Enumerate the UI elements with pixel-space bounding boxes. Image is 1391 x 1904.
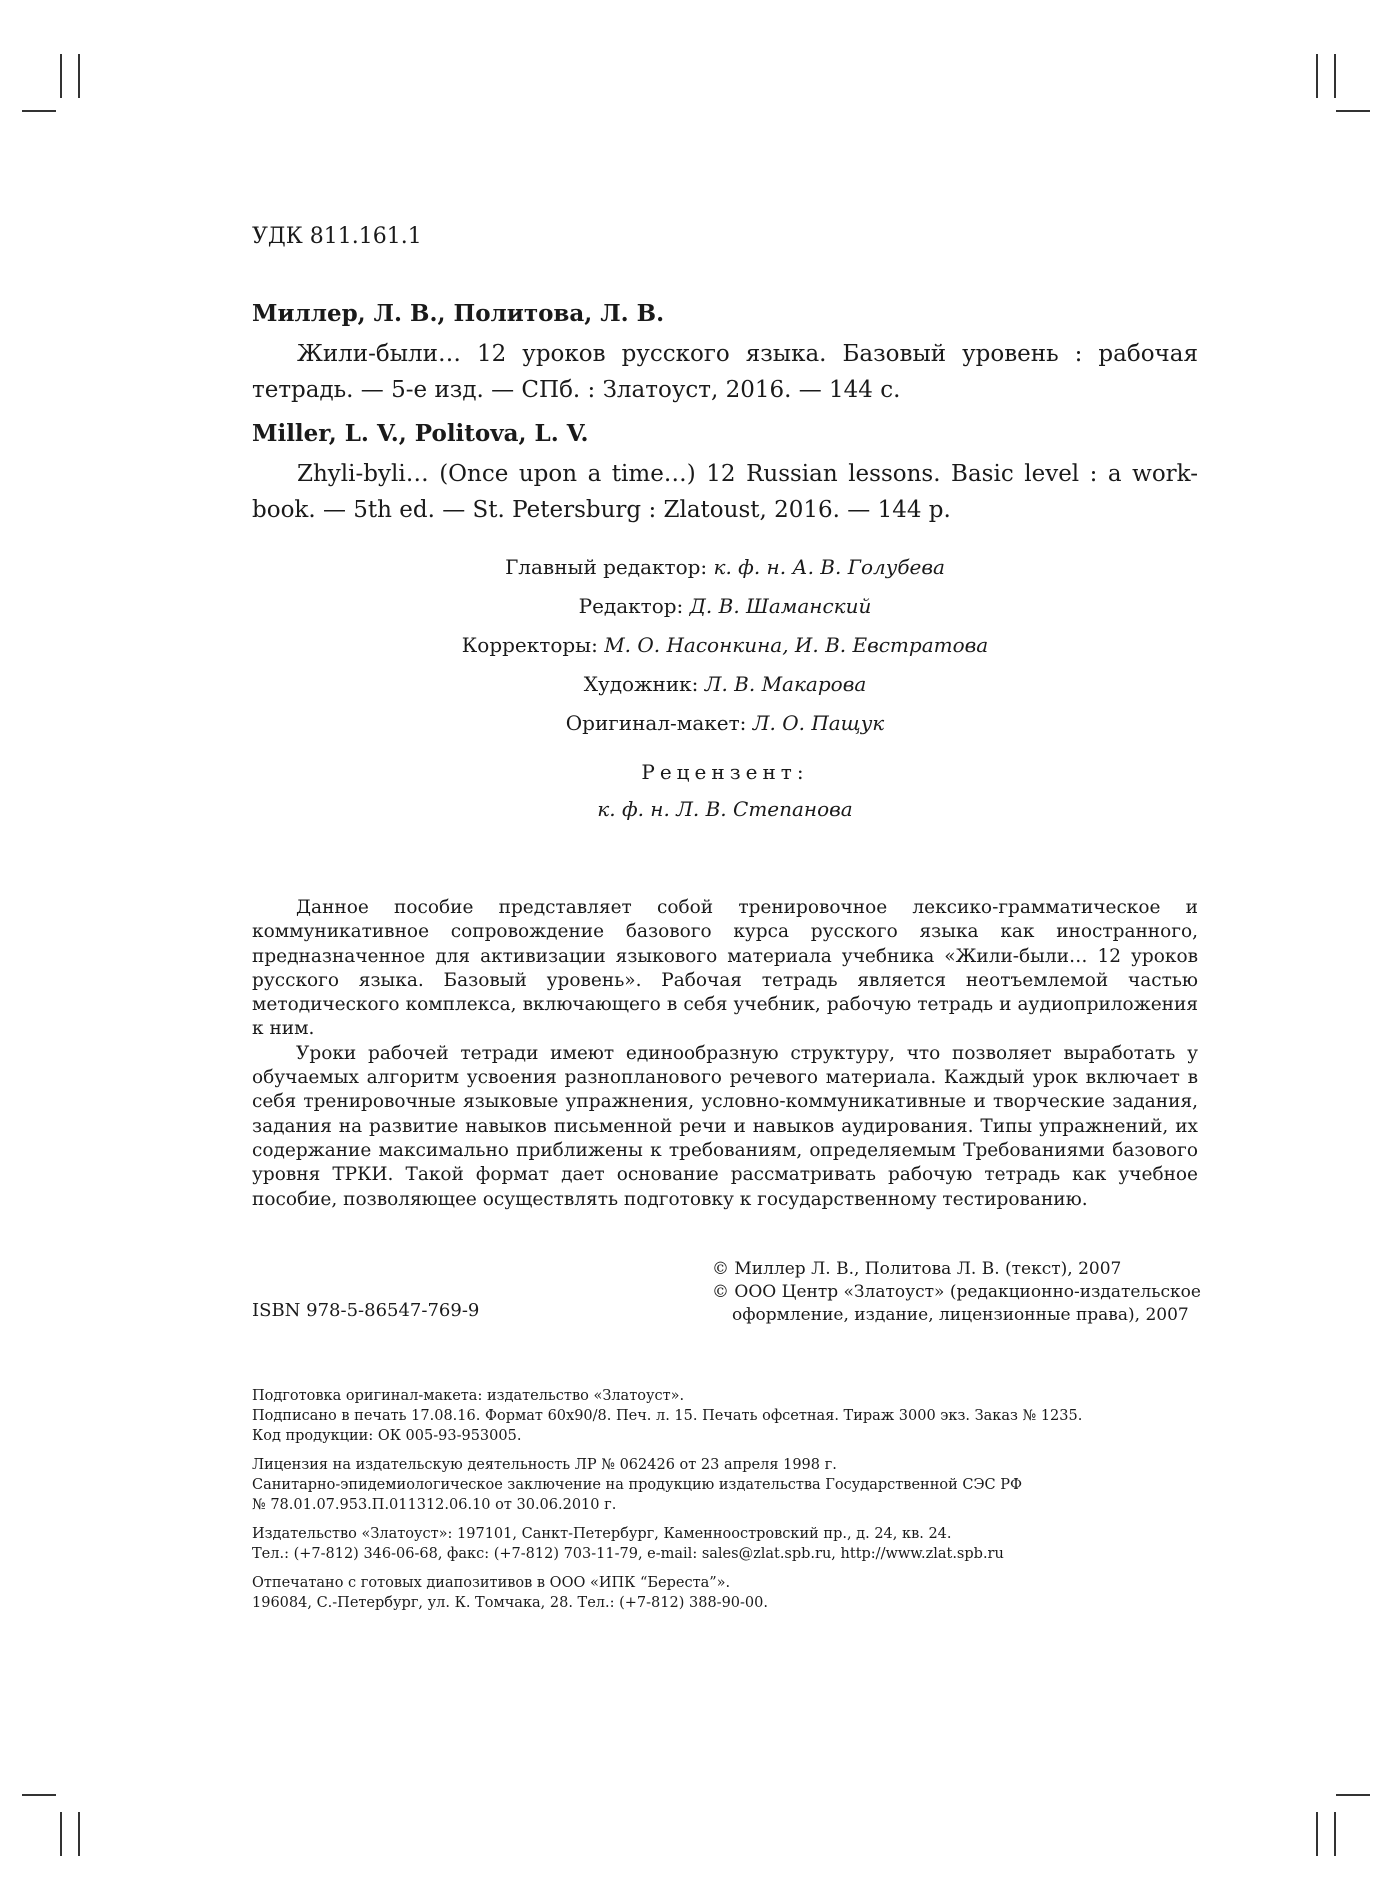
credit-role: Редактор: — [578, 594, 684, 618]
copyright-notice — [712, 1258, 1202, 1327]
credit-role: Художник: — [583, 672, 699, 696]
imprint-line: Подготовка оригинал-макета: издательство «Златоуст». — [252, 1388, 685, 1404]
imprint-line: Издательство «Златоуст»: 197101, Санкт-Петербург, Каменноостровский пр., д. 24, кв. 24. — [252, 1526, 952, 1542]
imprint-line: Отпечатано с готовых диапозитивов в ООО «ИПК “Береста”». — [252, 1575, 731, 1591]
credit-row — [252, 548, 1198, 587]
crop-mark — [1334, 1812, 1336, 1856]
entry-author: Миллер, Л. В., Политова, Л. В. — [252, 300, 665, 327]
credits — [252, 548, 1198, 743]
imprint-block — [252, 1524, 1212, 1564]
credit-name: Д. В. Шаманский — [689, 594, 872, 618]
imprint-line: Подписано в печать 17.08.16. Формат 60х90/8. Печ. л. 15. Печать офсетная. Тираж 3000 экз. Заказ № 1235. — [252, 1408, 1083, 1424]
entry-description: Zhyli-byli… (Once upon a time…) 12 Russian lessons. Basic level : a work-book. — 5th ed. — St. Petersburg : Zlatoust, 2016. — 144 p. — [252, 461, 1198, 523]
abstract-paragraph: Уроки рабочей тетради имеют единообразную структуру, что позволяет выработать у обучаемых алгоритм усвоения разнопланового речевого материала. Каждый урок включает в себя тренировочные языковые упражнения, условно-коммуникативные и творческие задания, задания на развитие навыков письменной речи и навыков аудирования. Типы упражнений, их содержание максимально приближены к требованиям, определяемым Требованиями базового уровня ТРКИ. Такой формат дает основание рассматривать рабочую тетрадь как учебное пособие, позволяющее осуществлять подготовку к государственному тестированию. — [252, 1042, 1198, 1210]
copyright-line: оформление, издание, лицензионные права), 2007 — [732, 1305, 1189, 1325]
udc-code: УДК 811.161.1 — [252, 224, 422, 249]
crop-mark — [1316, 54, 1318, 98]
credit-role: Корректоры: — [461, 633, 598, 657]
credit-name: Л. О. Пащук — [752, 711, 885, 735]
credit-role: Главный редактор: — [505, 555, 708, 579]
crop-mark — [78, 1812, 80, 1856]
imprint-block — [252, 1573, 1212, 1613]
credit-name: Л. В. Макарова — [704, 672, 867, 696]
bibliographic-entry-en — [252, 420, 1198, 529]
credit-row — [252, 587, 1198, 626]
copyright-line: © ООО Центр «Златоуст» (редакционно-издательское — [712, 1282, 1201, 1302]
crop-mark — [22, 110, 56, 112]
credit-name: М. О. Насонкина, И. В. Евстратова — [604, 633, 989, 657]
imprint-line: Код продукции: ОК 005-93-953005. — [252, 1428, 522, 1444]
crop-mark — [60, 54, 62, 98]
entry-description: Жили-были… 12 уроков русского языка. Базовый уровень : рабочая тетрадь. — 5-е изд. — СПб. : Златоуст, 2016. — 144 с. — [252, 341, 1198, 403]
credit-row — [252, 626, 1198, 665]
crop-mark — [60, 1812, 62, 1856]
crop-mark — [22, 1794, 56, 1796]
reviewer-label: Рецензент: — [641, 760, 809, 784]
copyright-line: © Миллер Л. В., Политова Л. В. (текст), 2007 — [712, 1259, 1122, 1279]
imprint-line: Санитарно-эпидемиологическое заключение на продукцию издательства Государственной СЭС РФ — [252, 1477, 1023, 1493]
abstract — [252, 896, 1198, 1212]
abstract-paragraph: Данное пособие представляет собой тренировочное лексико-грамматическое и коммуникативное сопровождение базового курса русского языка как иностранного, предназначенное для активизации языкового материала учебника «Жили-были… 12 уроков русского языка. Базовый уровень». Рабочая тетрадь является неотъемлемой частью методического комплекса, включающего в себя учебник, рабочую тетрадь и аудиоприложения к ним. — [252, 897, 1198, 1040]
crop-mark — [1334, 54, 1336, 98]
imprint-block — [252, 1386, 1212, 1446]
isbn: ISBN 978-5-86547-769-9 — [252, 1300, 480, 1321]
crop-mark — [1316, 1812, 1318, 1856]
imprint-block — [252, 1455, 1212, 1515]
crop-mark — [78, 54, 80, 98]
credit-row — [252, 665, 1198, 704]
imprint-line: 196084, С.-Петербург, ул. К. Томчака, 28. Тел.: (+7-812) 388-90-00. — [252, 1595, 768, 1611]
credit-role: Оригинал-макет: — [565, 711, 747, 735]
crop-mark — [1336, 110, 1370, 112]
credit-name: к. ф. н. А. В. Голубева — [713, 555, 945, 579]
imprint-line: Лицензия на издательскую деятельность ЛР № 062426 от 23 апреля 1998 г. — [252, 1457, 837, 1473]
imprint-line: Тел.: (+7-812) 346-06-68, факс: (+7-812) 703-11-79, e-mail: sales@zlat.spb.ru, http://www.zlat.spb.ru — [252, 1546, 1004, 1562]
imprint — [252, 1386, 1212, 1622]
reviewer-name: к. ф. н. Л. В. Степанова — [597, 797, 853, 821]
credit-row — [252, 704, 1198, 743]
entry-author: Miller, L. V., Politova, L. V. — [252, 420, 589, 447]
crop-mark — [1336, 1794, 1370, 1796]
imprint-line: № 78.01.07.953.П.011312.06.10 от 30.06.2010 г. — [252, 1497, 617, 1513]
bibliographic-entry-ru — [252, 300, 1198, 409]
